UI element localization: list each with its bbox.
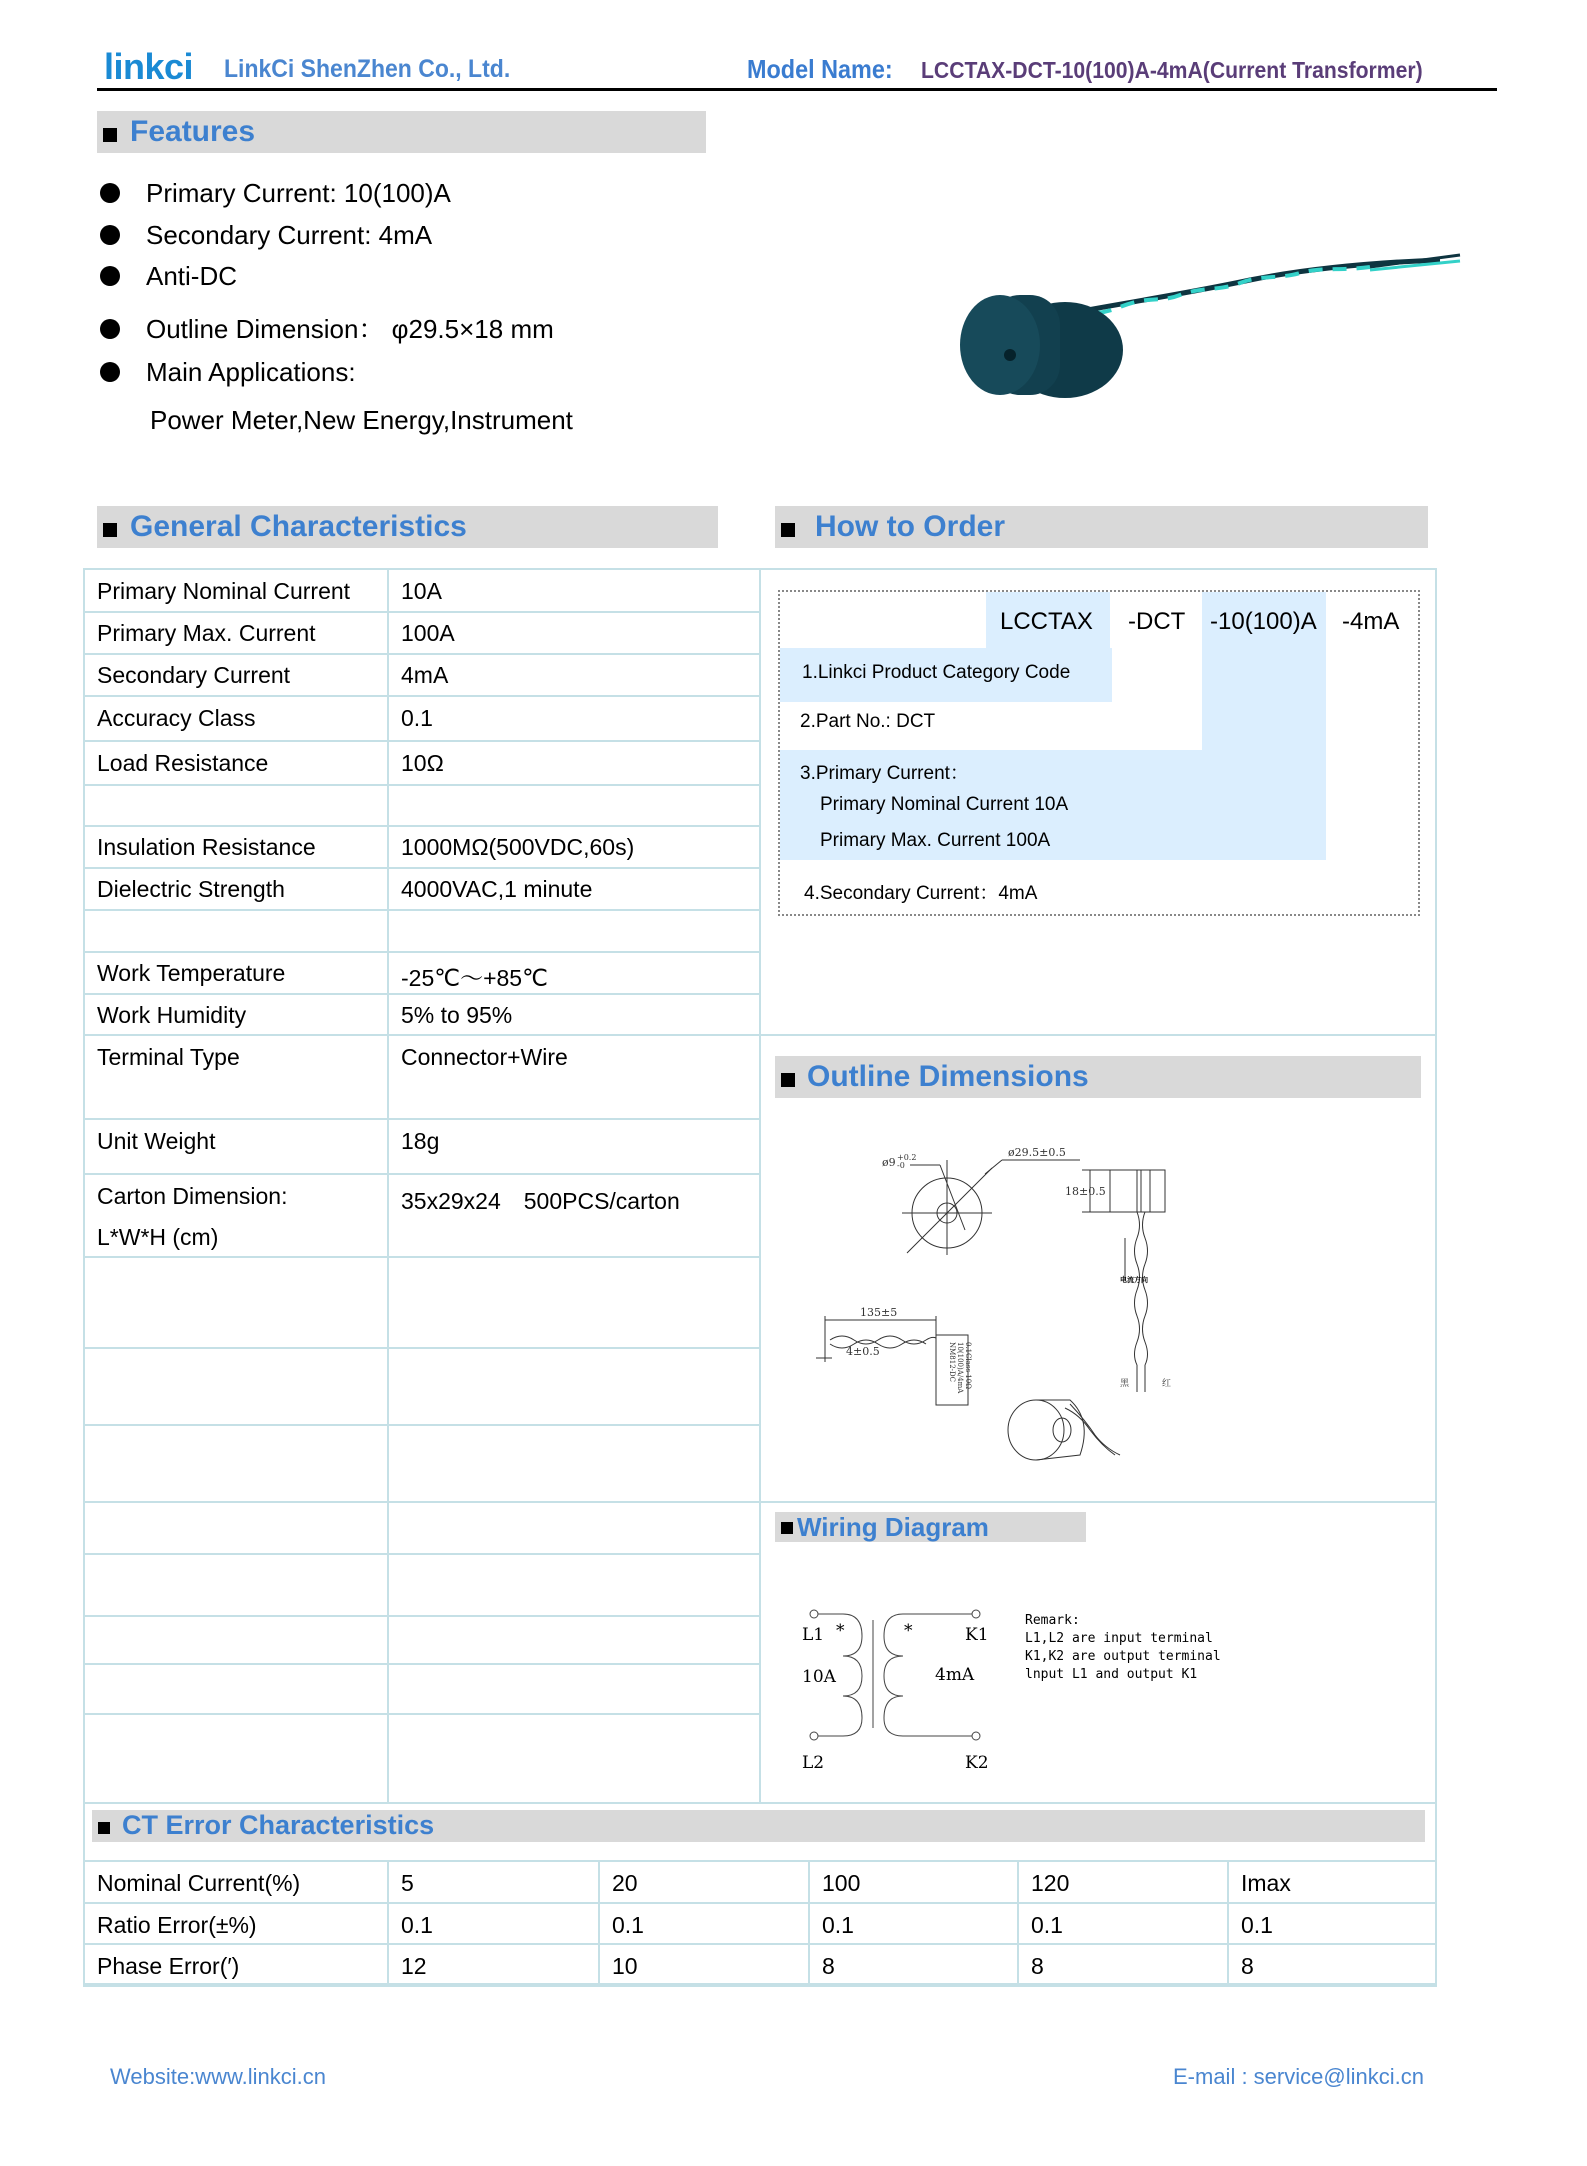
ct-cell: 8 [822, 1953, 835, 1979]
svg-text:0.1Class 10Ω: 0.1Class 10Ω [964, 1342, 972, 1390]
order-note: 1.Linkci Product Category Code [802, 662, 1071, 683]
grid-line [83, 653, 760, 655]
square-bullet-icon [781, 1522, 793, 1534]
spec-value: 100A [401, 620, 455, 646]
svg-text:+0.2: +0.2 [897, 1153, 917, 1162]
spec-label: Unit Weight [97, 1128, 216, 1154]
square-bullet-icon [103, 523, 117, 537]
ct-cell: 12 [401, 1953, 427, 1979]
header-divider [97, 88, 1497, 91]
grid-line [1227, 1860, 1229, 1985]
feature-item: Outline Dimension： φ29.5×18 mm [100, 309, 554, 346]
grid-line [83, 1713, 760, 1715]
outline-title: Outline Dimensions [807, 1060, 1089, 1093]
secondary-rating: 4mA [935, 1665, 975, 1685]
grid-line [83, 1424, 760, 1426]
spec-value: Connector+Wire [401, 1044, 568, 1070]
wiring-title: Wiring Diagram [797, 1512, 989, 1542]
ct-cell: 8 [1241, 1953, 1254, 1979]
spec-value: 5% to 95% [401, 1002, 513, 1028]
grid-line [83, 1943, 1437, 1945]
spec-label: Insulation Resistance [97, 834, 316, 860]
grid-line [760, 1034, 1437, 1036]
spec-value: 4mA [401, 662, 449, 688]
grid-line [83, 951, 760, 953]
ct-cell: 10 [612, 1953, 638, 1979]
bullet-icon [100, 266, 120, 286]
ct-cell: 5 [401, 1870, 414, 1896]
grid-line [83, 740, 760, 742]
general-title: General Characteristics [130, 510, 467, 543]
spec-label: Terminal Type [97, 1044, 240, 1070]
square-bullet-icon [781, 1073, 795, 1087]
grid-line [83, 1256, 760, 1258]
spec-label: Load Resistance [97, 750, 269, 776]
spec-value: 10Ω [401, 750, 444, 776]
grid-line [83, 1802, 760, 1804]
ct-row-label: Phase Error(′) [97, 1953, 240, 1979]
spec-value: -25℃～+85℃ [401, 965, 548, 991]
order-title: How to Order [815, 510, 1006, 543]
website-link[interactable]: Website:www.linkci.cn [110, 2064, 326, 2089]
terminal-k2: K2 [965, 1753, 989, 1773]
grid-line [83, 1501, 760, 1503]
grid-line [808, 1860, 810, 1985]
grid-line [387, 1860, 389, 1985]
square-bullet-icon [98, 1822, 110, 1834]
grid-line [83, 1118, 760, 1120]
wiring-diagram [790, 1600, 1430, 1773]
remark-line: Remark: [1025, 1613, 1080, 1628]
grid-line [83, 611, 760, 613]
svg-text:NM812-DC: NM812-DC [948, 1342, 956, 1382]
applications-list: Power Meter,New Energy,Instrument [150, 405, 573, 435]
ct-row-label: Ratio Error(±%) [97, 1912, 257, 1938]
ct-cell: 100 [822, 1870, 861, 1896]
grid-line [598, 1860, 600, 1985]
ct-cell: 8 [1031, 1953, 1044, 1979]
current-direction-label: 电流方向 [1120, 1275, 1148, 1284]
code-secondary: -4mA [1342, 608, 1400, 635]
wiring-diagram-header [775, 1512, 1086, 1542]
height-label: 18±0.5 [1065, 1185, 1106, 1198]
spec-value: 35x29x24 500PCS/carton [401, 1188, 680, 1214]
svg-text:红: 红 [1162, 1379, 1172, 1389]
terminal-l1: L1 [802, 1625, 825, 1645]
bullet-icon [100, 225, 120, 245]
features-title: Features [130, 115, 256, 148]
square-bullet-icon [103, 128, 117, 142]
primary-rating: 10A [802, 1667, 836, 1687]
spec-label: Primary Nominal Current [97, 578, 351, 604]
grid-line [760, 1802, 1437, 1804]
feature-item: Main Applications: [100, 357, 356, 388]
model-name-label: Model Name: [747, 54, 893, 84]
how-to-order-header [775, 506, 1428, 548]
grid-line [83, 784, 760, 786]
grid-line [83, 1663, 760, 1665]
model-name-value: LCCTAX-DCT-10(100)A-4mA(Current Transformer) [921, 57, 1423, 83]
spec-label: Carton Dimension: [97, 1183, 288, 1209]
outline-dimensions-header [775, 1056, 1421, 1098]
svg-text:-0: -0 [897, 1161, 905, 1170]
ct-row-label: Nominal Current(%) [97, 1870, 301, 1896]
svg-text:*: * [836, 1621, 845, 1641]
ct-cell: 0.1 [822, 1912, 854, 1938]
length-label: 135±5 [860, 1306, 898, 1319]
code-primary: -10(100)A [1210, 608, 1317, 635]
spec-value: 1000MΩ(500VDC,60s) [401, 834, 635, 860]
grid-line [83, 1034, 760, 1036]
square-bullet-icon [781, 523, 795, 537]
email-link[interactable]: E-mail : service@linkci.cn [1173, 2064, 1424, 2089]
grid-line [83, 1860, 1437, 1862]
order-code-breakdown [778, 590, 1420, 916]
order-note: Primary Nominal Current 10A [820, 794, 1069, 815]
ct-cell: 20 [612, 1870, 638, 1896]
product-photo [880, 225, 1380, 385]
spec-label: Work Temperature [97, 960, 286, 986]
grid-line [760, 1501, 1437, 1503]
general-characteristics-header [97, 506, 718, 548]
ct-error-title: CT Error Characteristics [122, 1810, 435, 1840]
grid-line [83, 825, 760, 827]
spec-value: 18g [401, 1128, 440, 1154]
features-section-header [97, 111, 706, 153]
terminal-l2: L2 [802, 1753, 825, 1773]
grid-line [83, 1902, 1437, 1904]
ct-cell: 0.1 [612, 1912, 644, 1938]
spec-label: Accuracy Class [97, 705, 256, 731]
grid-line [1017, 1860, 1019, 1985]
svg-text:黑: 黑 [1120, 1379, 1130, 1389]
ct-cell: 0.1 [1031, 1912, 1063, 1938]
spec-value: 0.1 [401, 705, 433, 731]
spec-label: Secondary Current [97, 662, 291, 688]
bullet-icon [100, 183, 120, 203]
order-note: Primary Max. Current 100A [820, 830, 1051, 851]
company-name: LinkCi ShenZhen Co., Ltd. [224, 55, 511, 83]
grid-line [83, 1553, 760, 1555]
brand-logo: linkci [104, 46, 194, 87]
code-category: LCCTAX [1000, 608, 1093, 635]
spec-label: Primary Max. Current [97, 620, 316, 646]
remark-line: lnput L1 and output K1 [1025, 1667, 1198, 1682]
remark-line: L1,L2 are input terminal [1025, 1631, 1213, 1646]
bullet-icon [100, 319, 120, 339]
ct-cell: 120 [1031, 1870, 1070, 1896]
grid-line [83, 1347, 760, 1349]
spec-label: Work Humidity [97, 1002, 247, 1028]
ct-cell: 0.1 [401, 1912, 433, 1938]
strip-length-label: 4±0.5 [846, 1345, 880, 1358]
outer-diameter-label: ø29.5±0.5 [1008, 1146, 1066, 1159]
grid-line [83, 695, 760, 697]
grid-line [83, 867, 760, 869]
bullet-icon [100, 362, 120, 382]
grid-line [83, 1985, 1437, 1987]
order-note: 2.Part No.: DCT [800, 711, 936, 732]
ct-cell: Imax [1241, 1870, 1291, 1896]
grid-line [83, 1615, 760, 1617]
svg-text:*: * [904, 1621, 913, 1641]
ct-cell: 0.1 [1241, 1912, 1273, 1938]
code-part: -DCT [1128, 608, 1186, 635]
feature-item: Secondary Current: 4mA [100, 220, 432, 251]
remark-line: K1,K2 are output terminal [1025, 1649, 1221, 1664]
grid-line [83, 1173, 760, 1175]
order-note: 3.Primary Current： [800, 763, 969, 784]
grid-line [83, 993, 760, 995]
spec-label: Dielectric Strength [97, 876, 285, 902]
spec-label-unit: L*W*H (cm) [97, 1224, 219, 1250]
spec-value: 4000VAC,1 minute [401, 876, 593, 902]
inner-diameter-label: ø9 [882, 1156, 896, 1169]
feature-item: Primary Current: 10(100)A [100, 178, 451, 209]
ct-error-header [92, 1810, 1425, 1842]
spec-value: 10A [401, 578, 442, 604]
grid-line [83, 909, 760, 911]
svg-text:10(100)A/4mA: 10(100)A/4mA [956, 1342, 964, 1394]
feature-item: Anti-DC [100, 261, 237, 292]
order-note: 4.Secondary Current：4mA [804, 883, 1038, 904]
terminal-k1: K1 [965, 1625, 989, 1645]
outline-drawing [780, 1130, 1440, 1490]
